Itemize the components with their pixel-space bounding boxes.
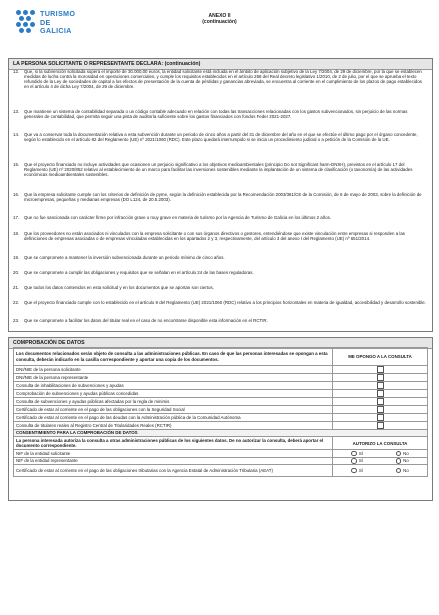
opt-out-checkbox[interactable] <box>377 366 384 373</box>
declaration-item: 17. Que no fue sancionada con carácter firme por infracción grave o muy grave en materia de turismo por la Agencia de Turismo de Galicia en los últimos 2 años. <box>13 215 332 220</box>
logo-line-1: TURISMO <box>40 9 76 18</box>
table-header-row <box>14 348 428 366</box>
no-option[interactable]: No <box>396 458 409 464</box>
table-row: NIF de la entidad solicitante Sí No <box>14 450 428 457</box>
declaration-item: 22. Que el proyecto financiado cumple con lo establecido en el artículo 9 del Reglamento (UE) 2021/1060 (RDC) relativo a los principios horizontales en materia de igualdad, accesibilidad y desarrollo sostenible. <box>13 300 426 305</box>
no-radio[interactable] <box>396 451 402 457</box>
declaration-item: 12. Que, si la subvención solicitada supera el importe de 30.000,00 euros, la entidad solicitante está incluida en el ámbito de aplicación subjetivo de la Ley 7/2004, de 29 de diciembre, por la que se establecen medidas de lucha contra la morosidad en operaciones comerciales, y cumple los requisitos establecidos en el artículo 258 del Real decreto legislativo 1/2010, de 2 de julio, por el que se aprueba el texto refundido de la Ley de sociedades de capital a los efectos de presentación de la cuenta de pérdidas y ganancias abreviada, se encuentra al corriente en el cumplimiento de los plazos de pago establecidos en el artículo 4 de dicha Ley 7/2004, de 29 de diciembre. <box>13 69 422 90</box>
yes-option[interactable]: Sí <box>351 458 363 464</box>
authorize-header: AUTORIZO LA CONSULTA <box>333 437 428 450</box>
opt-out-checkbox[interactable] <box>377 406 384 413</box>
table-row: Certificado de estar al corriente en el pago de las obligaciones tributarias con la Agencia Estatal de Administración Tributaria (AEAT) Sí No <box>14 465 428 477</box>
table-row: Consulta de inhabilitaciones de subvenciones y ayudas <box>14 382 428 390</box>
declaration-item: 14. Que va a conservar toda la documentación relativa a esta subvención durante un periodo de cinco años a partir del 31 de diciembre del año en el que se efectúe el último pago por el órgano concedente, según lo establecido en el artículo 82 del Reglamento (UE) nº 2021/1060 (RDC). Este plazo quedará interrumpido si se inicia un procedimiento judicial o a petición de la Comisión de la UE. <box>13 132 418 143</box>
opt-out-checkbox[interactable] <box>377 422 384 429</box>
yes-radio[interactable] <box>351 451 357 457</box>
table-row: NIF de la entidad representante Sí No <box>14 457 428 464</box>
annex-subtitle: (continuación) <box>202 19 237 25</box>
consent-title-row <box>14 430 428 437</box>
declaration-item: 18. Que los proveedores no están asociados ni vinculados con la empresa solicitante o con sus órganos directivos o gestores, entendiéndose que existe vinculación entre empresas si responden a las definiciones de empresas asociadas o de empresas vinculadas establecidas en los apartados 2 y 3, respectivamente, del artículo 3 del anexo I del Reglamento (UE) nº 651/2014. <box>13 231 405 242</box>
data-check-table <box>13 347 428 477</box>
annex-title: ANEXO II <box>208 13 231 19</box>
opt-out-header: ME OPONGO A LA CONSULTA <box>333 348 428 366</box>
declaration-item: 23. Que se compromete a facilitar los datos del titular real en el caso de no encontrarse disponible esta información en el RCTIR. <box>13 318 268 323</box>
no-option[interactable]: No <box>396 451 409 457</box>
declaration-item: 16. Que la empresa solicitante cumple con los criterios de definición de pyme, según la definición establecida por la Recomendación 2003/361/CE de la Comisión, de 6 de mayo de 2003, sobre la definición de microempresas, pequeñas y medianas empresas (DO L124, de 20.5.2003). <box>13 192 422 203</box>
declaration-item: 21. Que todos los datos contenidos en esta solicitud y en los documentos que se aportan son ciertos. <box>13 285 214 290</box>
declaration-item: 19. Que se compromete a mantener la inversión subvencionada durante un periodo mínimo de cinco años. <box>13 255 225 260</box>
declaration-title: LA PERSONA SOLICITANTE O REPRESENTANTE DECLARA: (continuación) <box>9 59 432 70</box>
consent-header-row <box>14 437 428 450</box>
no-radio[interactable] <box>396 458 402 464</box>
table-row: Comprobación de subvenciones y ayudas públicas concedidas <box>14 390 428 398</box>
table-row: Consulta de titulares reales al Registro Central de Titularidades Reales (RCTIR) <box>14 422 428 430</box>
data-check-title: COMPROBACIÓN DE DATOS <box>9 338 432 349</box>
declaration-section <box>8 58 433 332</box>
consult-intro: Los documentos relacionados serán objeto de consulta a las administraciones públicas. En caso de que las personas interesadas se opongan a esta consulta, deberán indicarlo en la casilla correspondiente y aportar una copia de los documentos. <box>14 348 333 366</box>
no-radio[interactable] <box>396 468 402 474</box>
data-check-section <box>8 337 433 501</box>
table-row: Certificado de estar al corriente en el pago de las deudas con la Administración pública de la Comunidad Autónoma <box>14 414 428 422</box>
opt-out-checkbox[interactable] <box>377 374 384 381</box>
opt-out-checkbox[interactable] <box>377 398 384 405</box>
opt-out-checkbox[interactable] <box>377 414 384 421</box>
opt-out-checkbox[interactable] <box>377 390 384 397</box>
table-row: DNI/NIE de la persona solicitante <box>14 366 428 374</box>
declaration-item: 13. Que mantiene un sistema de contabilidad separada o un código contable adecuado en relación con todas las transacciones relacionadas con los gastos subvencionados, sin perjuicio de las normas generales de contabilidad, que permita seguir una pista de auditoría suficiente sobre los gastos financiados con fondos Feder 2021-2027. <box>13 109 408 120</box>
table-row: DNI/NIE de la persona representante <box>14 374 428 382</box>
table-row: Certificado de estar al corriente en el pago de las obligaciones con la Seguridad Social <box>14 406 428 414</box>
opt-out-checkbox[interactable] <box>377 382 384 389</box>
table-row: Consulta de subvenciones y ayudas públicas afectadas por la regla de minimis <box>14 398 428 406</box>
yes-radio[interactable] <box>351 468 357 474</box>
no-option[interactable]: No <box>396 468 409 474</box>
declaration-item: 15. Que el proyecto financiado no incluye actividades que ocasionen un perjuicio significativo a los objetivos medioambientales (principio Do not Significant harm-DNSH), previstos en el artículo 17 del Reglamento (UE) nº 2020/852 relativo al establecimiento de un marco para facilitar las inversiones sostenibles mediante la implantación de un sistema de clasificación (o taxonomía) de las actividades económicas medioambientales sostenibles. <box>13 162 413 178</box>
declaration-item: 20. Que se compromete a cumplir las obligaciones y requisitos que se señalan en el artículo 24 de las bases reguladoras. <box>13 270 254 275</box>
yes-option[interactable]: Sí <box>351 451 363 457</box>
logo-line-3: GALICIA <box>40 26 72 35</box>
yes-radio[interactable] <box>351 458 357 464</box>
logo-line-2: DE <box>40 17 51 27</box>
yes-option[interactable]: Sí <box>351 468 363 474</box>
consent-title: CONSENTIMIENTO PARA LA COMPROBACIÓN DE DATOS <box>14 430 428 437</box>
consent-intro: La persona interesada autoriza la consulta a otras administraciones públicas de los siguientes datos. De no autorizar la consulta, deberá aportar el documento correspondiente. <box>14 437 333 450</box>
